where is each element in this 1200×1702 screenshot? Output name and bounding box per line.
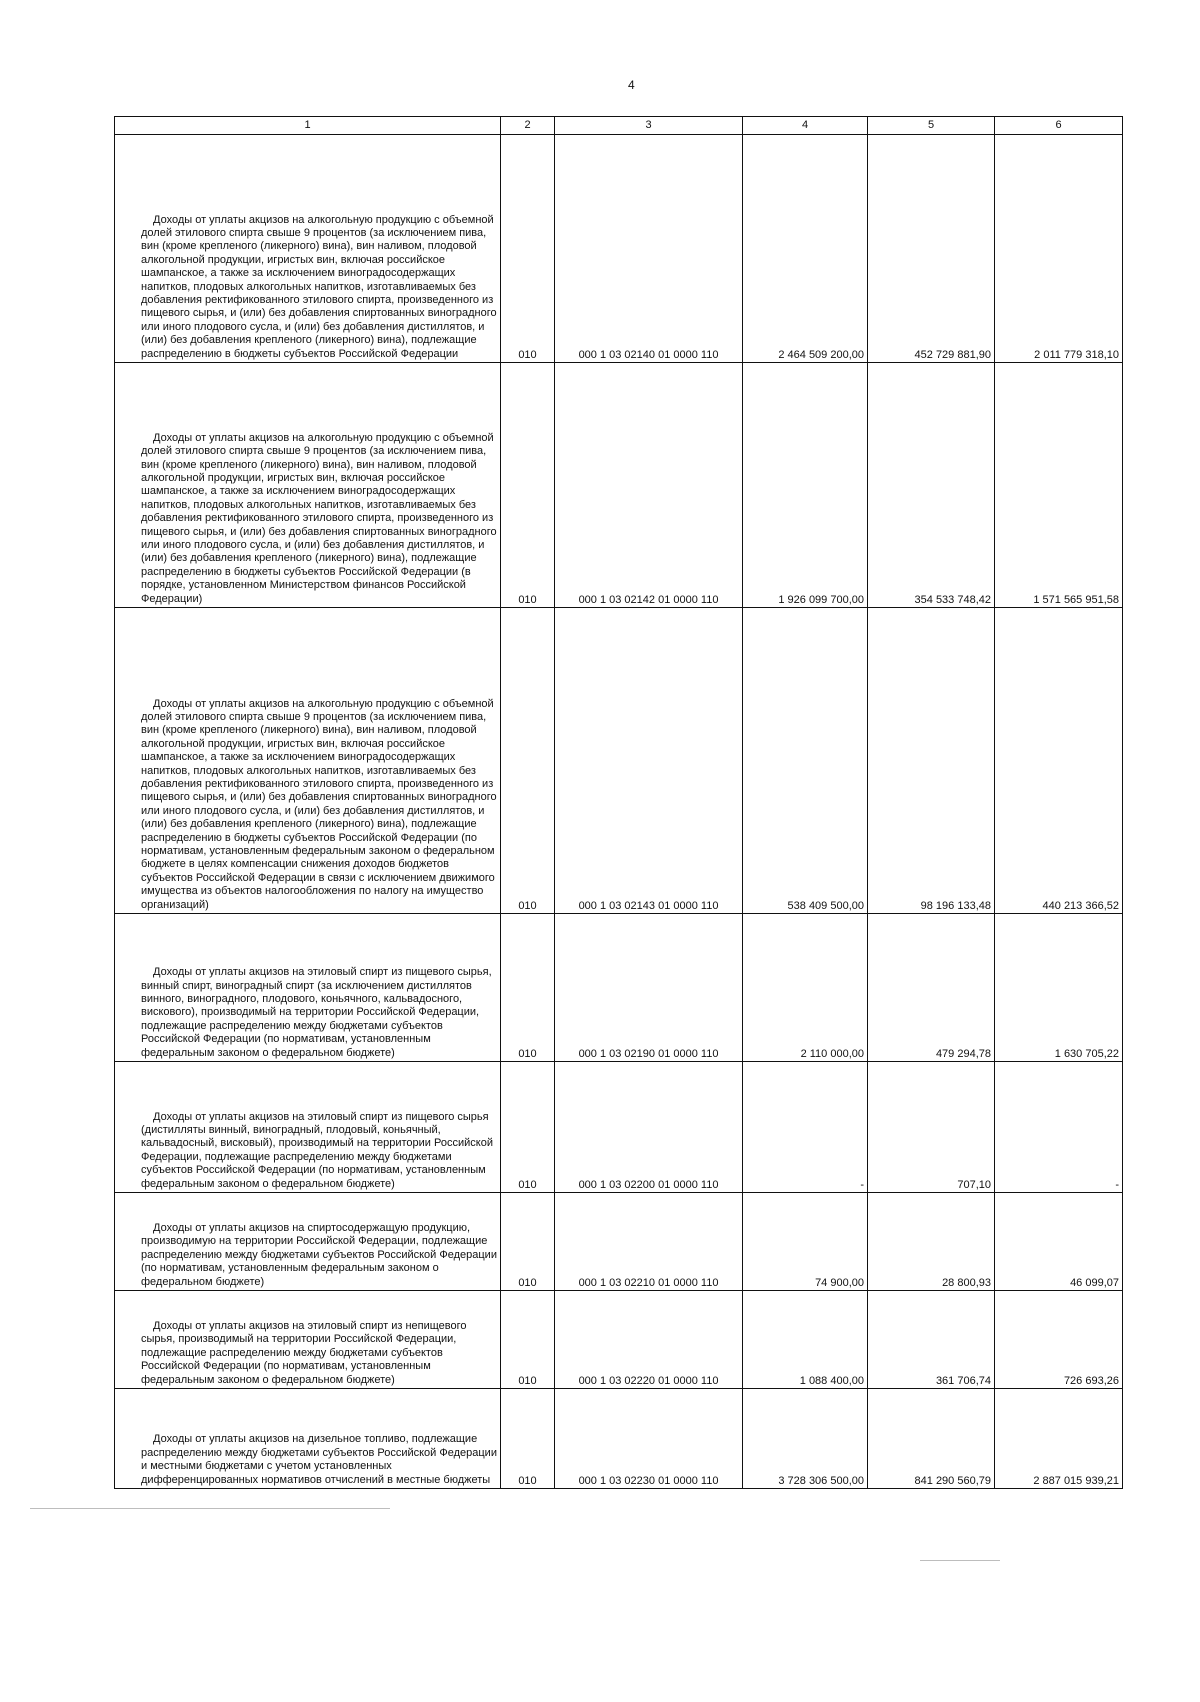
row-executed-amount: 841 290 560,79 (868, 1389, 995, 1489)
row-approved-amount: - (743, 1062, 868, 1193)
row-description: Доходы от уплаты акцизов на алкогольную продукцию с объемной долей этилового спирта свыше 9 процентов (за исключением пива, вин (кроме крепленого (ликерного) вина), вин наливом, плодовой алкогольной продукции, игристых вин, включая российское шампанское, а также за исключением виноградосодержащих напитков, плодовых алкогольных напитков, изготавливаемых без добавления ректификованного этилового спирта, произведенного из пищевого сырья, и (или) без добавления спиртованных виноградного или иного плодового сусла, и (или) без добавления дистиллятов, и (или) без добавления крепленого (ликерного) вина), подлежащие распределению в бюджеты субъектов Российской Федерации (в порядке, установленном Министерством финансов Российской Федерации) (115, 363, 501, 608)
row-executed-amount: 28 800,93 (868, 1193, 995, 1291)
row-unexecuted-amount: 726 693,26 (995, 1291, 1123, 1389)
column-header: 5 (868, 117, 995, 135)
row-kbk-code: 000 1 03 02230 01 0000 110 (555, 1389, 743, 1489)
table-row (115, 914, 1123, 1062)
table-row (115, 363, 1123, 608)
row-description: Доходы от уплаты акцизов на алкогольную продукцию с объемной долей этилового спирта свыше 9 процентов (за исключением пива, вин (кроме крепленого (ликерного) вина), вин наливом, плодовой алкогольной продукции, игристых вин, включая российское шампанское, а также за исключением виноградосодержащих напитков, плодовых алкогольных напитков, изготавливаемых без добавления ректификованного этилового спирта, произведенного из пищевого сырья, и (или) без добавления спиртованных виноградного или иного плодового сусла, и (или) без добавления дистиллятов, и (или) без добавления крепленого (ликерного) вина), подлежащие распределению в бюджеты субъектов Российской Федерации (115, 135, 501, 363)
row-approved-amount: 538 409 500,00 (743, 608, 868, 914)
table-row (115, 1389, 1123, 1489)
row-unexecuted-amount: 440 213 366,52 (995, 608, 1123, 914)
row-line-code: 010 (501, 135, 555, 363)
row-unexecuted-amount: 1 571 565 951,58 (995, 363, 1123, 608)
row-description: Доходы от уплаты акцизов на этиловый спирт из пищевого сырья, винный спирт, виноградный спирт (за исключением дистиллятов винного, виноградного, плодового, коньячного, кальвадосного, вискового), производимый на территории Российской Федерации, подлежащие распределению между бюджетами субъектов Российской Федерации (по нормативам, установленным федеральным законом о федеральном бюджете) (115, 914, 501, 1062)
table-header-row (115, 117, 1123, 135)
row-approved-amount: 2 110 000,00 (743, 914, 868, 1062)
row-kbk-code: 000 1 03 02142 01 0000 110 (555, 363, 743, 608)
row-unexecuted-amount: - (995, 1062, 1123, 1193)
column-header: 6 (995, 117, 1123, 135)
column-header: 4 (743, 117, 868, 135)
row-kbk-code: 000 1 03 02190 01 0000 110 (555, 914, 743, 1062)
row-kbk-code: 000 1 03 02200 01 0000 110 (555, 1062, 743, 1193)
row-kbk-code: 000 1 03 02143 01 0000 110 (555, 608, 743, 914)
row-line-code: 010 (501, 1193, 555, 1291)
row-approved-amount: 3 728 306 500,00 (743, 1389, 868, 1489)
row-kbk-code: 000 1 03 02140 01 0000 110 (555, 135, 743, 363)
row-line-code: 010 (501, 914, 555, 1062)
row-unexecuted-amount: 1 630 705,22 (995, 914, 1123, 1062)
row-approved-amount: 1 088 400,00 (743, 1291, 868, 1389)
row-line-code: 010 (501, 1062, 555, 1193)
row-description: Доходы от уплаты акцизов на дизельное топливо, подлежащие распределению между бюджетами субъектов Российской Федерации и местными бюджетами с учетом установленных дифференцированных нормативов отчислений в местные бюджеты (115, 1389, 501, 1489)
column-header: 1 (115, 117, 501, 135)
row-approved-amount: 1 926 099 700,00 (743, 363, 868, 608)
row-unexecuted-amount: 2 011 779 318,10 (995, 135, 1123, 363)
row-description: Доходы от уплаты акцизов на этиловый спирт из непищевого сырья, производимый на территории Российской Федерации, подлежащие распределению между бюджетами субъектов Российской Федерации (по нормативам, установленным федеральным законом о федеральном бюджете) (115, 1291, 501, 1389)
row-executed-amount: 479 294,78 (868, 914, 995, 1062)
row-executed-amount: 98 196 133,48 (868, 608, 995, 914)
row-description: Доходы от уплаты акцизов на алкогольную продукцию с объемной долей этилового спирта свыше 9 процентов (за исключением пива, вин (кроме крепленого (ликерного) вина), вин наливом, плодовой алкогольной продукции, игристых вин, включая российское шампанское, а также за исключением виноградосодержащих напитков, плодовых алкогольных напитков, изготавливаемых без добавления ректификованного этилового спирта, произведенного из пищевого сырья, и (или) без добавления спиртованных виноградного или иного плодового сусла, и (или) без добавления дистиллятов, и (или) без добавления крепленого (ликерного) вина), подлежащие распределению в бюджеты субъектов Российской Федерации (по нормативам, установленным федеральным законом о федеральном бюджете в целях компенсации снижения доходов бюджетов субъектов Российской Федерации в связи с исключением движимого имущества из объектов налогообложения по налогу на имущество организаций) (115, 608, 501, 914)
row-executed-amount: 361 706,74 (868, 1291, 995, 1389)
row-executed-amount: 707,10 (868, 1062, 995, 1193)
table-row (115, 1291, 1123, 1389)
row-line-code: 010 (501, 1291, 555, 1389)
row-line-code: 010 (501, 363, 555, 608)
revenue-table (114, 116, 1123, 1489)
scan-artifact-line (920, 1560, 1000, 1561)
page-number: 4 (628, 78, 635, 92)
row-kbk-code: 000 1 03 02220 01 0000 110 (555, 1291, 743, 1389)
row-unexecuted-amount: 46 099,07 (995, 1193, 1123, 1291)
row-unexecuted-amount: 2 887 015 939,21 (995, 1389, 1123, 1489)
row-executed-amount: 452 729 881,90 (868, 135, 995, 363)
row-kbk-code: 000 1 03 02210 01 0000 110 (555, 1193, 743, 1291)
row-approved-amount: 2 464 509 200,00 (743, 135, 868, 363)
row-executed-amount: 354 533 748,42 (868, 363, 995, 608)
row-approved-amount: 74 900,00 (743, 1193, 868, 1291)
column-header: 3 (555, 117, 743, 135)
table-row (115, 608, 1123, 914)
row-description: Доходы от уплаты акцизов на спиртосодержащую продукцию, производимую на территории Российской Федерации, подлежащие распределению между бюджетами субъектов Российской Федерации (по нормативам, установленным федеральным законом о федеральном бюджете) (115, 1193, 501, 1291)
row-line-code: 010 (501, 608, 555, 914)
row-description: Доходы от уплаты акцизов на этиловый спирт из пищевого сырья (дистилляты винный, виноградный, плодовый, коньячный, кальвадосный, висковый), производимый на территории Российской Федерации, подлежащие распределению между бюджетами субъектов Российской Федерации (по нормативам, установленным федеральным законом о федеральном бюджете) (115, 1062, 501, 1193)
column-header: 2 (501, 117, 555, 135)
table-row (115, 135, 1123, 363)
scan-artifact-line (30, 1508, 390, 1509)
row-line-code: 010 (501, 1389, 555, 1489)
table-row (115, 1062, 1123, 1193)
table-row (115, 1193, 1123, 1291)
